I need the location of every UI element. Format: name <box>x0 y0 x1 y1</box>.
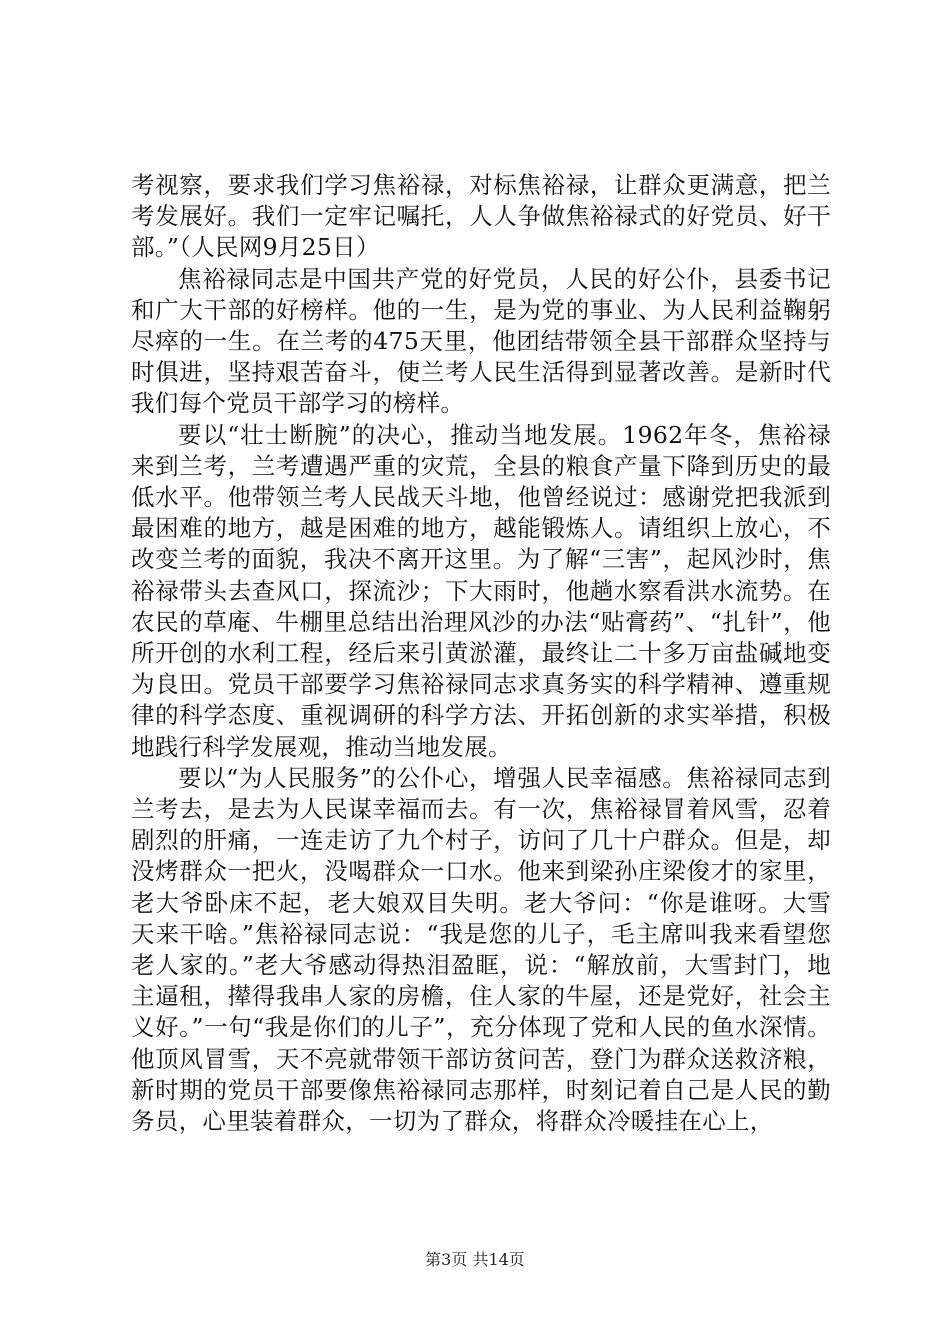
page-footer: 第3页 共14页 <box>425 1250 525 1269</box>
document-body <box>131 170 831 1137</box>
paragraph-jiao-yulu-intro: 焦裕禄同志是中国共产党的好党员，人民的好公仆，县委书记和广大干部的好榜样。他的一生，是为党的事业、为人民利益鞠躬尽瘁的一生。在兰考的475天里，他团结带领全县干部群众坚持与时俱进，坚持艰苦奋斗，使兰考人民生活得到显著改善。是新时代我们每个党员干部学习的榜样。 <box>131 264 831 418</box>
paragraph-development: 要以“壮士断腕”的决心，推动当地发展。1962年冬，焦裕禄来到兰考，兰考遭遇严重的灾荒，全县的粮食产量下降到历史的最低水平。他带领兰考人民战天斗地，他曾经说过：感谢党把我派到最困难的地方，越是困难的地方，越能锻炼人。请组织上放心，不改变兰考的面貌，我决不离开这里。为了解“三害”，起风沙时，焦裕禄带头去查风口，探流沙；下大雨时，他趟水察看洪水流势。在农民的草庵、牛棚里总结出治理风沙的办法“贴膏药”、“扎针”，他所开创的水利工程，经后来引黄淤灌，最终让二十多万亩盐碱地变为良田。党员干部要学习焦裕禄同志求真务实的科学精神、遵重规律的科学态度、重视调研的科学方法、开拓创新的求实举措，积极地践行科学发展观，推动当地发展。 <box>131 420 831 761</box>
paragraph-serve-people: 要以“为人民服务”的公仆心，增强人民幸福感。焦裕禄同志到兰考去，是去为人民谋幸福而去。有一次，焦裕禄冒着风雪，忍着剧烈的肝痛，一连走访了九个村子，访问了几十户群众。但是，却没烤群众一把火，没喝群众一口水。他来到梁孙庄梁俊才的家里，老大爷卧床不起，老大娘双目失明。老大爷问：“你是谁呀。大雪天来干啥。”焦裕禄同志说：“我是您的儿子，毛主席叫我来看望您老人家的。”老大爷感动得热泪盈眶，说：“解放前，大雪封门，地主逼租，撵得我串人家的房檐，住人家的牛屋，还是党好，社会主义好。”一句“我是你们的儿子”，充分体现了党和人民的鱼水深情。他顶风冒雪，天不亮就带领干部访贫问苦，登门为群众送救济粮，新时期的党员干部要像焦裕禄同志那样，时刻记着自己是人民的勤务员，心里装着群众，一切为了群众，将群众冷暖挂在心上， <box>131 763 831 1136</box>
paragraph-continuation: 考视察，要求我们学习焦裕禄，对标焦裕禄，让群众更满意，把兰考发展好。我们一定牢记嘱托，人人争做焦裕禄式的好党员、好干部。”（人民网9月25日） <box>131 171 831 262</box>
